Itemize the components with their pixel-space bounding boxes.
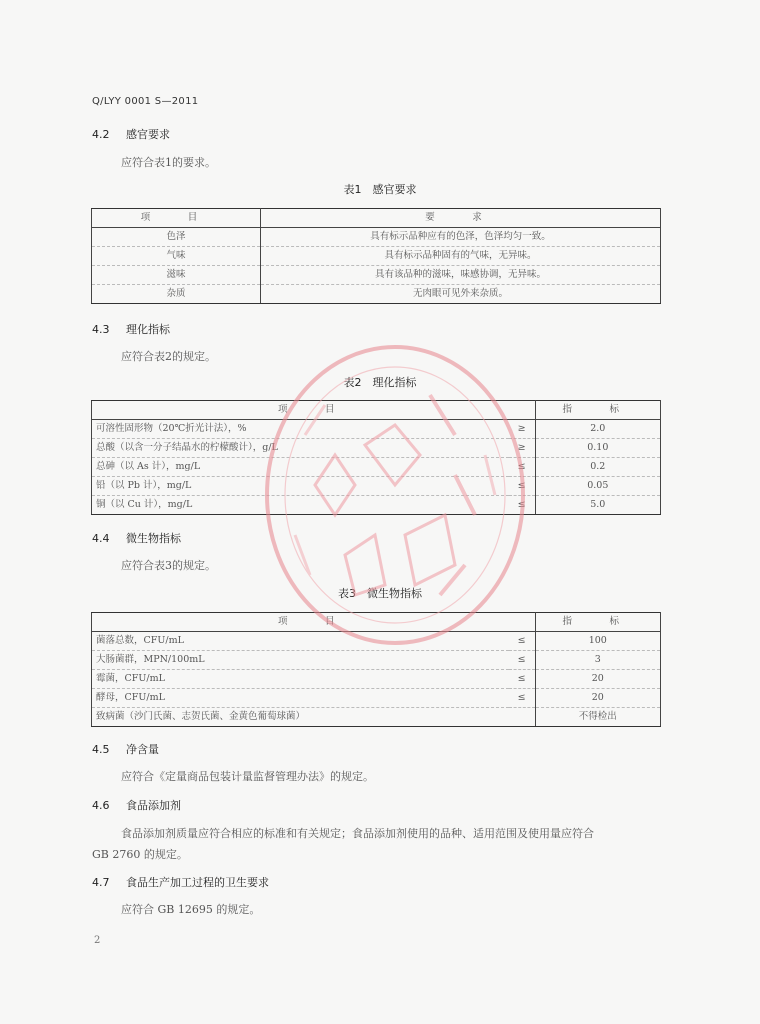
seal-inner-ring: [285, 367, 505, 623]
table-cell: 杂质: [92, 285, 261, 304]
section-number: 4.7: [92, 876, 110, 889]
table-cell: ≤: [509, 458, 536, 477]
table-cell: 可溶性固形物（20℃折光计法），%: [92, 420, 509, 439]
table-row: [92, 228, 661, 247]
table-cell: 总砷（以 As 计），mg/L: [92, 458, 509, 477]
section-title: 微生物指标: [126, 532, 181, 545]
section-4-4-text: 应符合表3的规定。: [121, 559, 216, 572]
table-row: [92, 266, 661, 285]
official-seal-stamp: [255, 335, 535, 655]
section-title: 食品添加剂: [126, 799, 181, 812]
table-cell: 3: [535, 651, 660, 670]
table3-caption: 表3 微生物指标: [338, 587, 422, 600]
section-4-4-heading: [92, 530, 181, 546]
section-4-6-text-line2: GB 2760 的规定。: [92, 848, 188, 861]
table-cell: 0.05: [535, 477, 660, 496]
table-cell: 0.2: [535, 458, 660, 477]
page-number: 2: [94, 935, 101, 946]
section-4-2-text: 应符合表1的要求。: [121, 156, 216, 169]
section-number: 4.3: [92, 323, 110, 336]
table-cell: 总酸（以含一分子结晶水的柠檬酸计），g/L: [92, 439, 509, 458]
section-number: 4.5: [92, 743, 110, 756]
table-row: [92, 689, 661, 708]
table-cell: ≥: [509, 439, 536, 458]
table-cell: 致病菌（沙门氏菌、志贺氏菌、金黄色葡萄球菌）: [92, 708, 509, 727]
section-title: 理化指标: [126, 323, 170, 336]
table-cell: 无肉眼可见外来杂质。: [261, 285, 661, 304]
table-row: [92, 285, 661, 304]
table-cell: [509, 708, 536, 727]
document-code: Q/LYY 0001 S—2011: [92, 96, 199, 107]
section-4-2-heading: [92, 126, 170, 142]
table-cell: 霉菌，CFU/mL: [92, 670, 509, 689]
section-number: 4.2: [92, 128, 110, 141]
table-cell: 铅（以 Pb 计），mg/L: [92, 477, 509, 496]
table-cell: ≤: [509, 670, 536, 689]
table1-caption: 表1 感官要求: [343, 183, 417, 196]
table-row: [92, 247, 661, 266]
table-row: [92, 670, 661, 689]
section-number: 4.6: [92, 799, 110, 812]
section-4-5-text: 应符合《定量商品包装计量监督管理办法》的规定。: [121, 770, 374, 783]
table3-header-item: 项 目: [92, 613, 536, 632]
table-cell: 具有标示品种固有的气味，无异味。: [261, 247, 661, 266]
table-cell: 铜（以 Cu 计），mg/L: [92, 496, 509, 515]
section-title: 食品生产加工过程的卫生要求: [126, 876, 269, 889]
section-4-5-heading: [92, 741, 159, 757]
table-cell: 100: [535, 632, 660, 651]
table-cell: 0.10: [535, 439, 660, 458]
table1: [91, 208, 661, 304]
table-cell: 大肠菌群，MPN/100mL: [92, 651, 509, 670]
section-4-3-text: 应符合表2的规定。: [121, 350, 216, 363]
table2-header-indicator: 指 标: [535, 401, 660, 420]
section-4-6-heading: [92, 797, 181, 813]
table-cell: ≤: [509, 651, 536, 670]
table-cell: 不得检出: [535, 708, 660, 727]
table-cell: 滋味: [92, 266, 261, 285]
table-cell: ≤: [509, 632, 536, 651]
section-4-3-heading: [92, 321, 170, 337]
section-4-6-text-line1: 食品添加剂质量应符合相应的标准和有关规定；食品添加剂使用的品种、适用范围及使用量应符合: [121, 827, 594, 840]
table-row: [92, 708, 661, 727]
table-cell: 20: [535, 689, 660, 708]
table-cell: 2.0: [535, 420, 660, 439]
table-cell: ≤: [509, 496, 536, 515]
table-cell: ≤: [509, 477, 536, 496]
section-title: 净含量: [126, 743, 159, 756]
section-4-7-text: 应符合 GB 12695 的规定。: [121, 903, 261, 916]
table-cell: 气味: [92, 247, 261, 266]
table1-header-requirement: 要 求: [261, 209, 661, 228]
seal-outer-ring: [267, 347, 523, 643]
table-cell: ≥: [509, 420, 536, 439]
table1-header-item: 项 目: [92, 209, 261, 228]
table-cell: 菌落总数，CFU/mL: [92, 632, 509, 651]
section-title: 感官要求: [126, 128, 170, 141]
table-cell: ≤: [509, 689, 536, 708]
table-cell: 酵母，CFU/mL: [92, 689, 509, 708]
table-cell: 具有该品种的滋味，味感协调，无异味。: [261, 266, 661, 285]
table-cell: 色泽: [92, 228, 261, 247]
table2-header-item: 项 目: [92, 401, 536, 420]
table2-caption: 表2 理化指标: [343, 376, 417, 389]
table-cell: 具有标示品种应有的色泽，色泽均匀一致。: [261, 228, 661, 247]
table3-header-indicator: 指 标: [535, 613, 660, 632]
section-number: 4.4: [92, 532, 110, 545]
section-4-7-heading: [92, 874, 269, 890]
table-cell: 20: [535, 670, 660, 689]
table-cell: 5.0: [535, 496, 660, 515]
